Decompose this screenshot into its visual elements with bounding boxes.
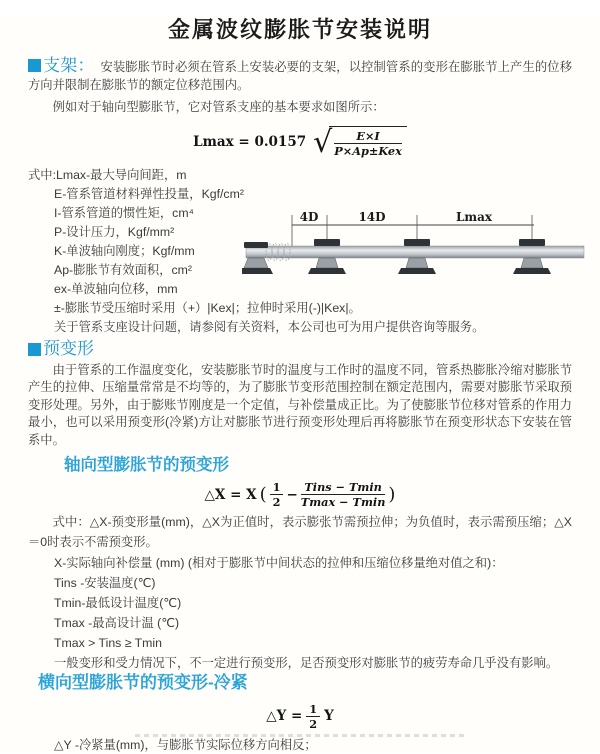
sqrt-radical-icon: √ <box>313 124 333 160</box>
subheader-lateral-predeform: 横向型膨胀节的预变形-冷紧 <box>38 672 248 692</box>
minus-sign: − <box>286 486 298 503</box>
formula-dy-lhs: △Y = <box>266 708 303 725</box>
predeform-paragraph: 由于管系的工作温度变化，安装膨胀节时的温度与工作时的温度不同，管系热膨胀冷缩对膨胀节产生的拉伸、压缩量常常是不均等的，为了膨胀节变形范围控制在额定范围内，需要对膨胀节采取预变形处理。另外，由于膨账节刚度是一个定值，与补偿量成正比。为了使膨胀节位移对管系的作用力最小，也可以采用预变形(冷紧)方让对膨胀节进行预变形处理后再将膨胀节在预变形状态下安装在管系中。 <box>28 362 572 447</box>
formula-dx-denominator: Tmax − Tmin <box>300 495 386 509</box>
note-line: X-实际轴向补偿量 (mm) (相对于膨胀节中间状态的拉伸和压缩位移量绝对值之和)： <box>54 555 504 570</box>
document-page <box>0 16 600 753</box>
formula-dy-rhs: Y <box>324 708 334 725</box>
formula-dx-half-den: 2 <box>272 495 281 509</box>
formula-lmax-denominator: P×Ap±Kex <box>334 143 402 158</box>
formula-dx-numerator: Tins − Tmin <box>301 480 386 495</box>
formula-lmax <box>28 126 572 158</box>
formula-lmax-numerator: E×I <box>334 129 402 144</box>
close-paren: ) <box>388 484 396 505</box>
formula-dy-num: 1 <box>306 702 320 717</box>
formula-dx-half-num: 1 <box>270 480 284 495</box>
note-line: Tmax > Tins ≥ Tmin <box>54 635 162 650</box>
note-line: 一般变形和受力情况下，不一定进行预变形，足否预变形对膨胀节的疲劳寿命几乎没有影响。 <box>54 655 559 670</box>
definition-line: P-设计压力，Kgf/mm² <box>54 224 175 239</box>
open-paren: ( <box>259 484 267 505</box>
formula-delta-x <box>28 480 572 509</box>
section-predeform-label: 预变形 <box>43 338 94 358</box>
definition-line: Ap-膨胀节有效面积，cm² <box>54 262 192 277</box>
definition-line: 关于管系支座设计问题，请参阅有关资料，本公司也可为用户提供咨询等服务。 <box>54 319 485 334</box>
definition-line: 式中:Lmax-最大导向间距，m <box>28 167 187 182</box>
section-support-label: 支架： <box>43 56 95 75</box>
page-title: 金属波纹膨胀节安装说明 <box>167 17 432 42</box>
note-line: 式中：△X-预变形量(mm)，△X为正值时，表示膨张节需预拉伸；为负值时，表示需预压缩；△X＝0时表示不需预变形。 <box>28 515 572 550</box>
definition-line: K-单波轴向刚度；Kgf/mm <box>54 243 195 258</box>
support-intro-text: 安装膨胀节时必须在管系上安装必要的支架，以控制管系的变形在膨胀节上产生的位移方向并限制在膨胀节的额定位移范围内。 <box>28 60 572 92</box>
definition-line: I-管系管道的惯性矩，cm⁴ <box>54 205 194 220</box>
dim-label-14d: 14D <box>358 210 386 224</box>
support-intro-paragraph <box>28 57 572 94</box>
formula-lmax-lhs: Lmax = 0.0157 <box>193 133 307 150</box>
lateral-note: △Y -冷紧量(mm)，与膨胀节实际位移方向相反； <box>54 737 317 752</box>
support-example-line: 例如对于轴向型膨胀节，它对管系支座的基本要求如图所示： <box>52 100 385 114</box>
formula-dy-den: 2 <box>309 716 318 731</box>
axial-notes <box>28 512 572 673</box>
note-line: Tins -安装温度(℃) <box>54 575 156 590</box>
definition-line: E-管系管道材料弹性投量，Kgf/cm² <box>54 186 244 201</box>
formula-dx-lhs: △X = X <box>204 486 257 503</box>
definition-line: ±-膨胀节受压缩时采用（+）|Kex|；拉伸时采用(-)|Kex|。 <box>54 300 361 315</box>
definition-line: ex-单波轴向位移，mm <box>54 281 178 296</box>
dim-label-4d: 4D <box>299 210 319 224</box>
formula-lmax-radicand <box>329 126 407 158</box>
dim-label-lmax: Lmax <box>455 210 493 224</box>
note-line: Tmax -最高设计温 (℃) <box>54 615 180 630</box>
formula-delta-y <box>28 702 572 731</box>
pipe-support-spacing-diagram <box>242 208 594 293</box>
section-header-predeform <box>28 339 572 359</box>
pipe <box>246 246 584 258</box>
section-bullet-icon <box>28 343 41 356</box>
note-line: Tmin-最低设计温度(℃) <box>54 595 182 610</box>
clipped-text-remnant <box>135 734 467 737</box>
section-header-support <box>28 56 94 75</box>
section-bullet-icon <box>28 59 41 72</box>
subheader-axial-predeform: 轴向型膨胀节的预变形 <box>64 456 229 474</box>
